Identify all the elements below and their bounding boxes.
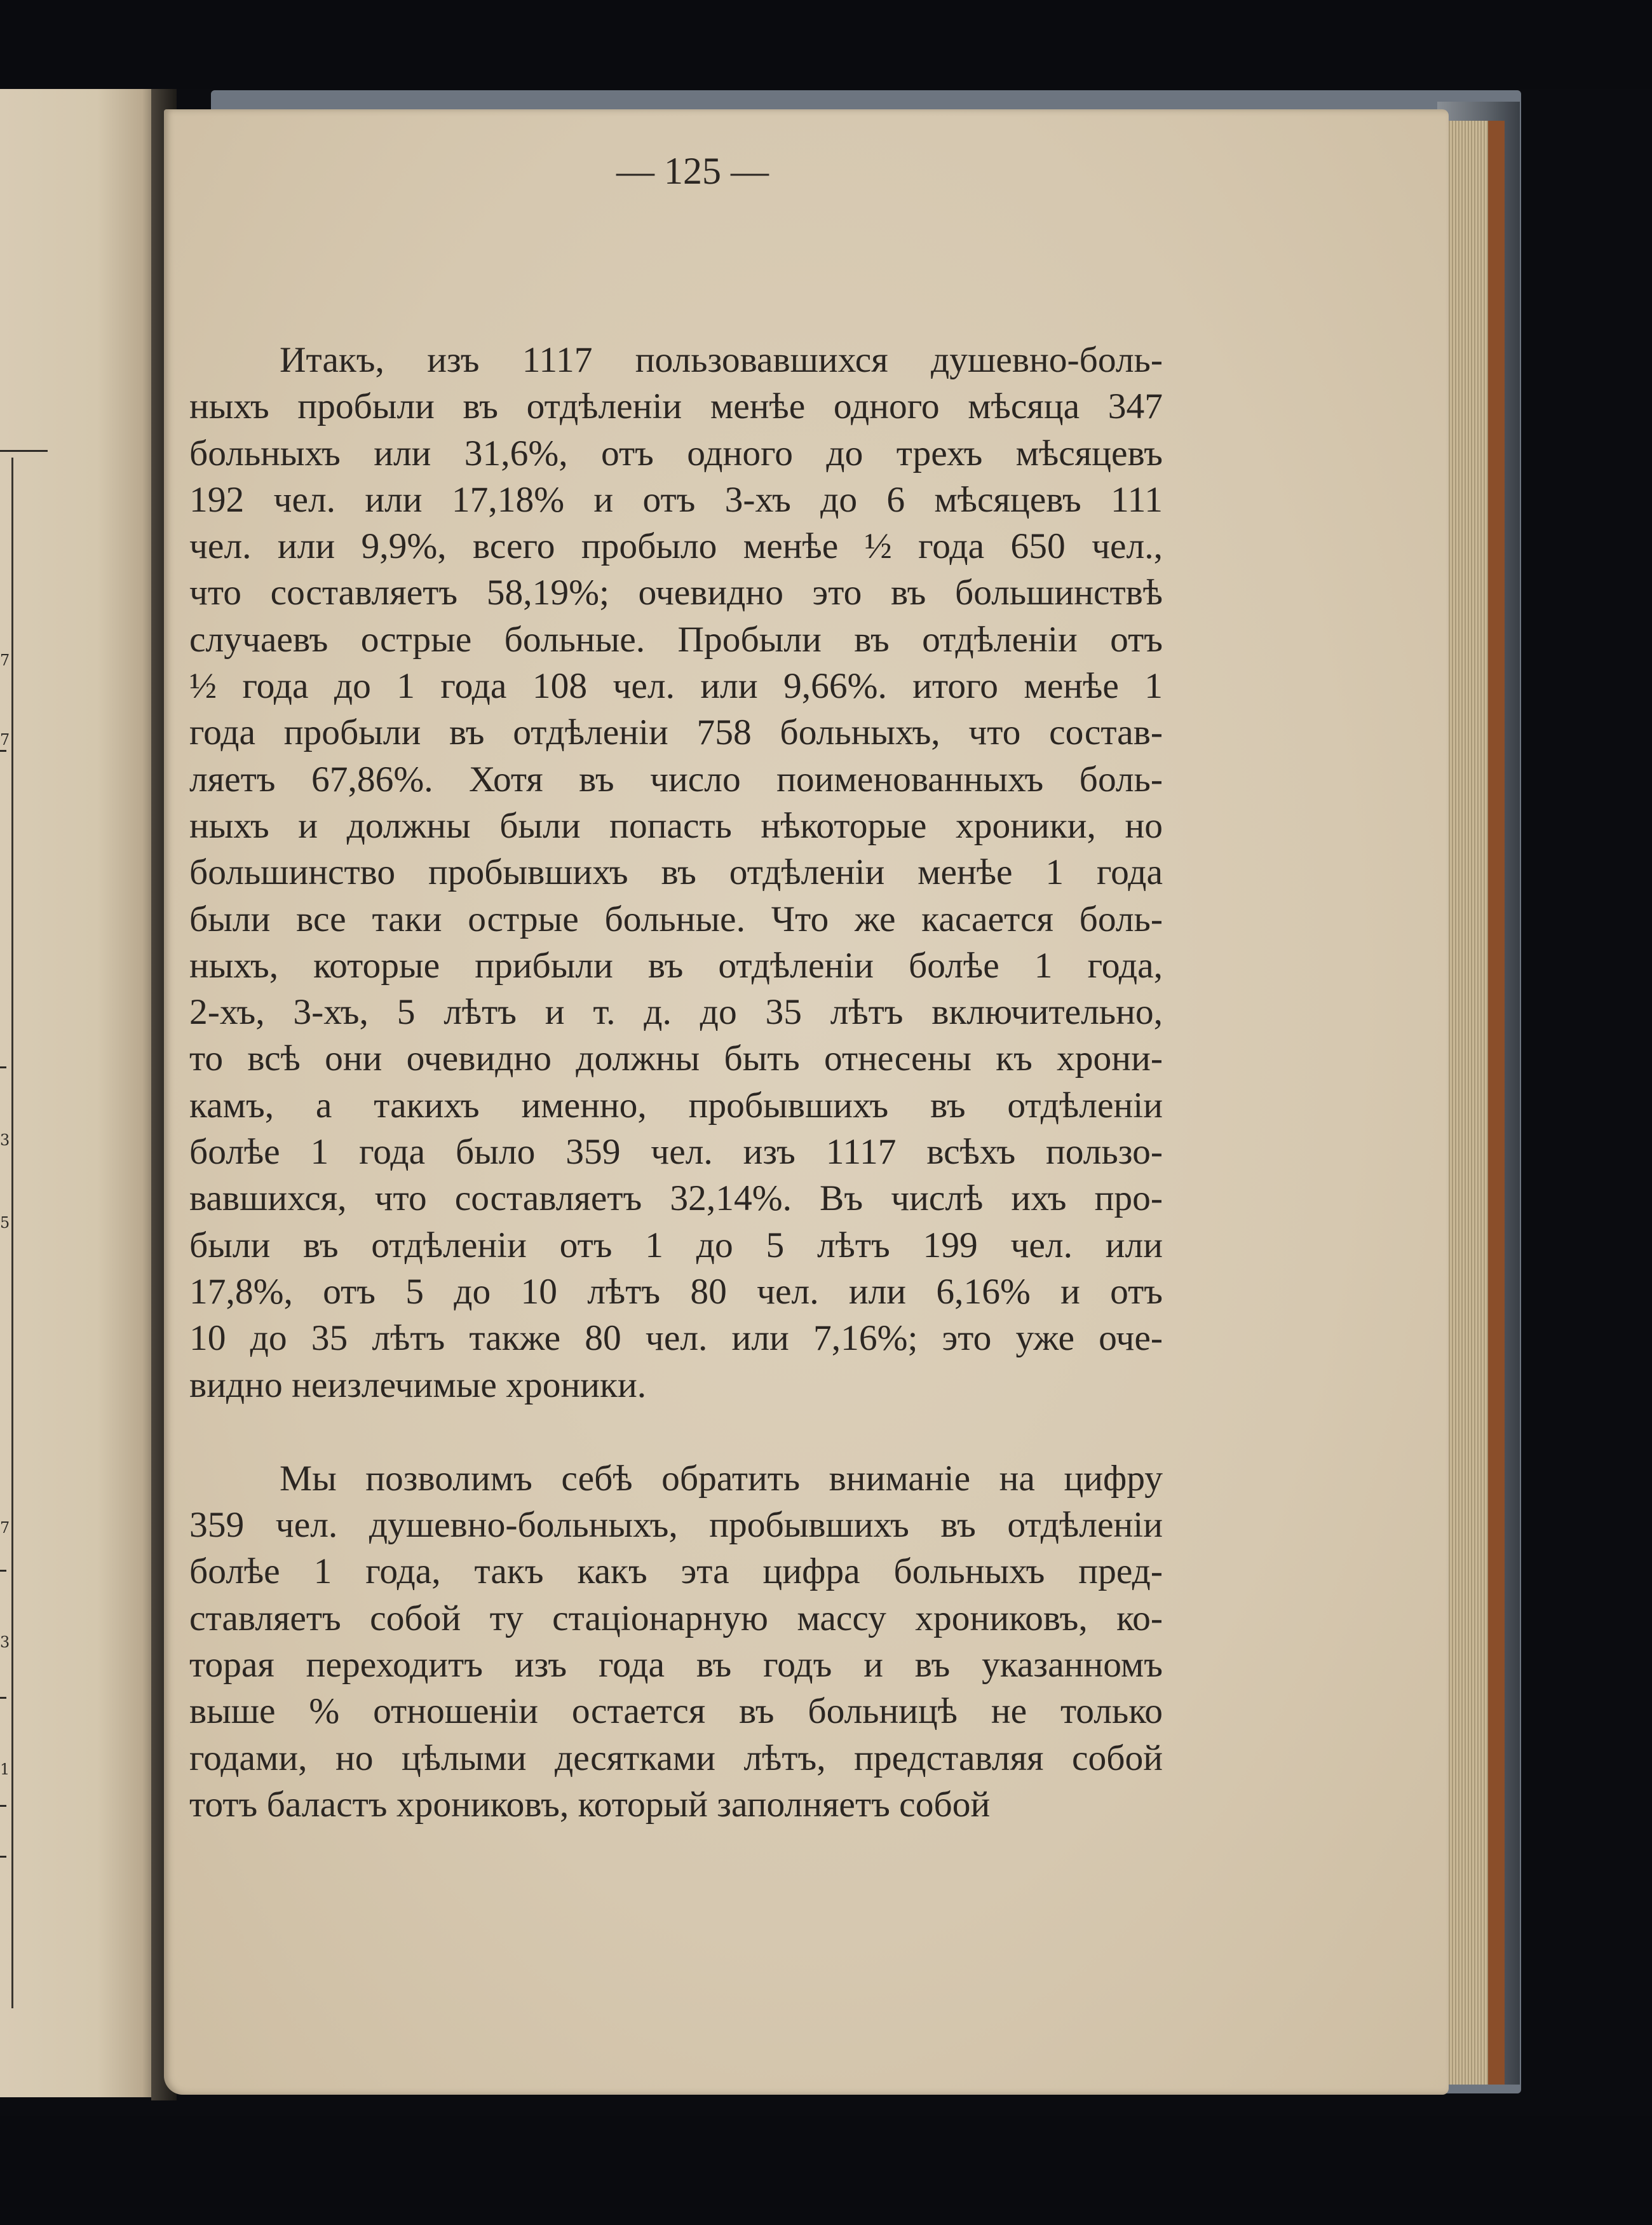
text-line: видно неизлечимые хроники.	[189, 1364, 647, 1405]
text-line: большинство пробывшихъ въ отдѣленіи менѣе 1 года	[189, 852, 1163, 893]
text-line: случаевъ острые больные. Пробыли въ отдѣленіи отъ	[189, 619, 1163, 660]
margin-mark: 3	[0, 1633, 10, 1651]
text-line: то всѣ они очевидно должны быть отнесены къ хрони-	[189, 1038, 1163, 1079]
table-tick	[0, 1805, 6, 1807]
table-tick	[0, 1856, 6, 1858]
text-line: ½ года до 1 года 108 чел. или 9,66%. итого менѣе 1	[189, 666, 1163, 707]
text-line: года пробыли въ отдѣленіи 758 больныхъ, что состав-	[189, 712, 1163, 753]
table-tick	[0, 1570, 6, 1572]
table-tick	[0, 1697, 6, 1699]
margin-mark: 5	[0, 1214, 10, 1232]
background-bottom	[0, 2116, 1652, 2225]
body-text	[189, 337, 1163, 1828]
text-line: тотъ баластъ хрониковъ, который заполняетъ собой	[189, 1784, 991, 1825]
text-line: ляетъ 67,86%. Хотя въ число поименованныхъ боль-	[189, 759, 1163, 800]
text-line: 192 чел. или 17,18% и отъ 3-хъ до 6 мѣсяцевъ 111	[189, 479, 1163, 520]
text-line: что составляетъ 58,19%; очевидно это въ большинствѣ	[189, 573, 1163, 613]
page-number: — 125 —	[616, 150, 769, 192]
previous-page-edge	[0, 89, 162, 2097]
text-line: выше % отношеніи остается въ больницѣ не только	[189, 1691, 1163, 1732]
margin-mark: 1	[0, 1760, 10, 1778]
background-top	[0, 0, 1652, 89]
text-line: камъ, а такихъ именно, пробывшихъ въ отдѣленіи	[189, 1085, 1163, 1126]
text-line: ныхъ пробыли въ отдѣленіи менѣе одного мѣсяца 347	[189, 386, 1163, 427]
table-vertical-line	[11, 458, 13, 2008]
paragraph	[189, 337, 1163, 1408]
text-line: ныхъ и должны были попасть нѣкоторые хроники, но	[189, 805, 1163, 846]
text-line: вавшихся, что составляетъ 32,14%. Въ числѣ ихъ про-	[189, 1178, 1163, 1219]
page-edge-stain	[1488, 121, 1505, 2085]
text-line: болѣе 1 года было 359 чел. изъ 1117 всѣхъ пользо-	[189, 1132, 1163, 1173]
table-tick	[0, 1066, 6, 1068]
table-tick	[0, 750, 6, 752]
text-line: Итакъ, изъ 1117 пользовавшихся душевно-боль-	[280, 340, 1163, 380]
text-line: 17,8%, отъ 5 до 10 лѣтъ 80 чел. или 6,16% и отъ	[189, 1271, 1163, 1312]
text-line: ныхъ, которые прибыли въ отдѣленіи болѣе 1 года,	[189, 945, 1163, 986]
text-line: были все таки острые больные. Что же касается боль-	[189, 899, 1163, 939]
text-line: торая переходитъ изъ года въ годъ и въ указанномъ	[189, 1645, 1163, 1685]
text-line: больныхъ или 31,6%, отъ одного до трехъ мѣсяцевъ	[189, 433, 1163, 473]
text-line: были въ отдѣленіи отъ 1 до 5 лѣтъ 199 чел. или	[189, 1225, 1163, 1265]
text-line: годами, но цѣлыми десятками лѣтъ, представляя собой	[189, 1738, 1163, 1778]
margin-mark: 3	[0, 1131, 10, 1149]
text-line: чел. или 9,9%, всего пробыло менѣе ½ года 650 чел.,	[189, 526, 1163, 567]
text-line: 10 до 35 лѣтъ также 80 чел. или 7,16%; это уже оче-	[189, 1318, 1163, 1359]
text-line: Мы позволимъ себѣ обратить вниманіе на цифру	[280, 1458, 1163, 1499]
text-line: болѣе 1 года, такъ какъ эта цифра больныхъ пред-	[189, 1551, 1163, 1592]
margin-mark: 7	[0, 651, 10, 669]
margin-mark: 7	[0, 731, 10, 749]
text-line: ставляетъ собой ту стаціонарную массу хрониковъ, ко-	[189, 1598, 1163, 1638]
table-rule	[0, 450, 48, 452]
text-line: 2-хъ, 3-хъ, 5 лѣтъ и т. д. до 35 лѣтъ включительно,	[189, 992, 1163, 1033]
text-line: 359 чел. душевно-больныхъ, пробывшихъ въ отдѣленіи	[189, 1505, 1163, 1546]
paragraph	[189, 1455, 1163, 1828]
margin-mark: 7	[0, 1519, 10, 1537]
